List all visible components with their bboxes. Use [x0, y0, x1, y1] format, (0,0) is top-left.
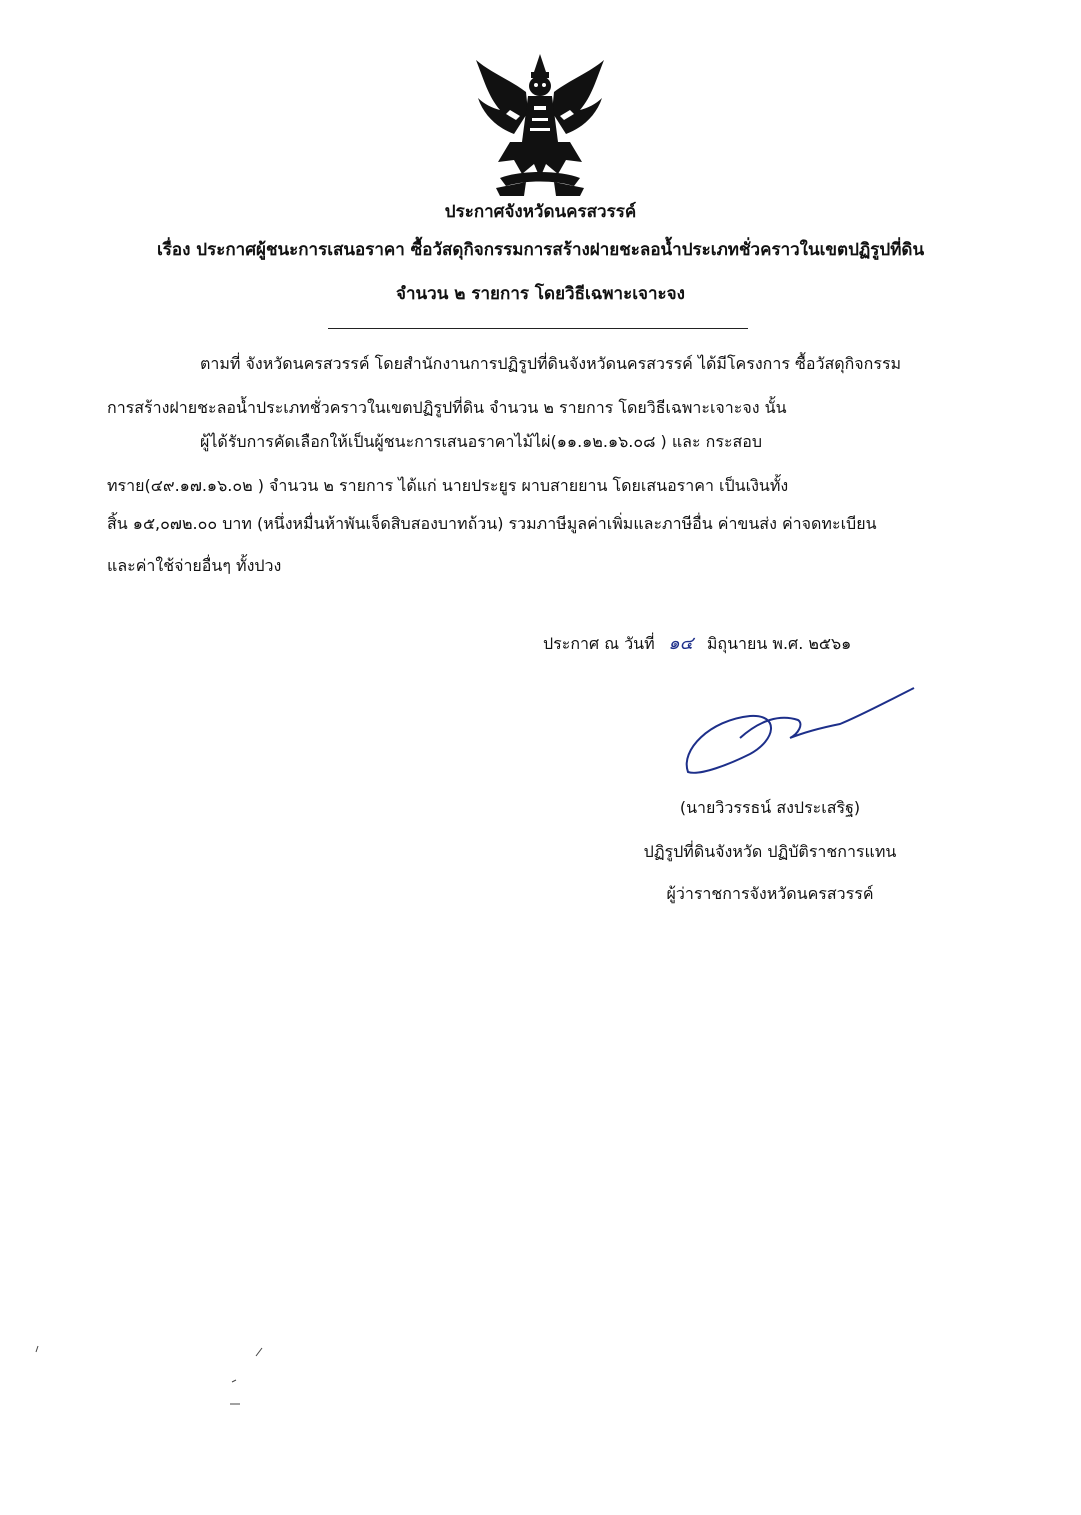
- date-month-year: มิถุนายน พ.ศ. ๒๕๖๑: [706, 634, 852, 653]
- body-line: สิ้น ๑๕,๐๗๒.๐๐ บาท (หนึ่งหมื่นห้าพันเจ็ดสิบสองบาทถ้วน) รวมภาษีมูลค่าเพิ่มและภาษีอื่น ค่าขนส่ง ค่าจดทะเบียน: [107, 514, 877, 533]
- document-title: ประกาศจังหวัดนครสวรรค์: [444, 202, 637, 222]
- document-subject-count: จำนวน ๒ รายการ โดยวิธีเฉพาะเจาะจง: [396, 284, 685, 304]
- body-line: และค่าใช้จ่ายอื่นๆ ทั้งปวง: [107, 556, 282, 575]
- announcement-date: [543, 632, 851, 656]
- body-line: ตามที่ จังหวัดนครสวรรค์ โดยสำนักงานการปฏิรูปที่ดินจังหวัดนครสวรรค์ ได้มีโครงการ ซื้อวัสดุกิจกรรม: [200, 354, 902, 373]
- body-line: ผู้ได้รับการคัดเลือกให้เป็นผู้ชนะการเสนอราคาไม้ไผ่(๑๑.๑๒.๑๖.๐๘ ) และ กระสอบ: [200, 432, 763, 451]
- header-divider: [328, 328, 748, 329]
- signatory-authority: ผู้ว่าราชการจังหวัดนครสวรรค์: [666, 884, 874, 903]
- body-line: ทราย(๔๙.๑๗.๑๖.๐๒ ) จำนวน ๒ รายการ ได้แก่ นายประยูร ผาบสายยาน โดยเสนอราคา เป็นเงินทั้ง: [107, 476, 789, 495]
- document-subject: เรื่อง ประกาศผู้ชนะการเสนอราคา ซื้อวัสดุกิจกรรมการสร้างฝายชะลอน้ำประเภทชั่วคราวในเขตปฏิรูปที่ดิน: [156, 240, 925, 260]
- date-day-handwritten: ๑๔: [668, 633, 694, 654]
- handwritten-signature: [680, 680, 920, 780]
- signatory-name: (นายวิวรรธน์ สงประเสริฐ): [679, 798, 861, 817]
- date-prefix: ประกาศ ณ วันที่: [543, 634, 655, 653]
- body-line: การสร้างฝายชะลอน้ำประเภทชั่วคราวในเขตปฏิรูปที่ดิน จำนวน ๒ รายการ โดยวิธีเฉพาะเจาะจง นั้น: [107, 398, 787, 417]
- signatory-position: ปฏิรูปที่ดินจังหวัด ปฏิบัติราชการแทน: [643, 842, 897, 861]
- garuda-emblem-icon: [470, 50, 610, 198]
